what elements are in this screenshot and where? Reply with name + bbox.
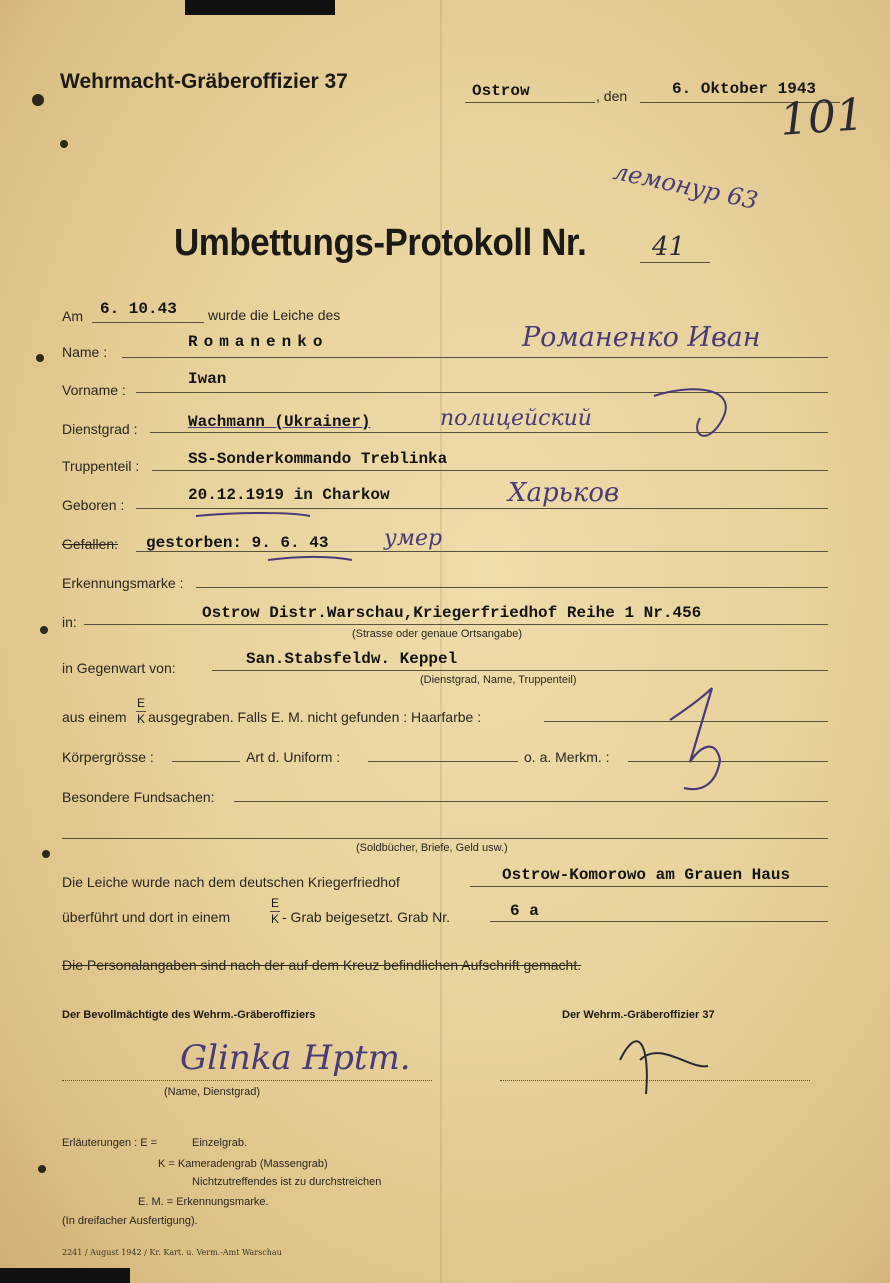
fundsachen-label: Besondere Fundsachen: bbox=[62, 789, 215, 805]
legend-copies: (In dreifacher Ausfertigung). bbox=[62, 1215, 198, 1227]
aus-label-rest: ausgegraben. Falls E. M. nicht gefunden : Haarfarbe : bbox=[148, 709, 482, 725]
fundsachen-caption: (Soldbücher, Briefe, Geld usw.) bbox=[356, 842, 508, 854]
fraction-k: K bbox=[136, 712, 145, 726]
footer-imprint: 2241 / August 1942 / Kr. Kart. u. Verm.-Amt Warschau bbox=[62, 1248, 282, 1257]
aus-label: aus einem bbox=[62, 709, 127, 725]
in-caption: (Strasse oder genaue Ortsangabe) bbox=[352, 628, 522, 640]
title-number: 41 bbox=[652, 232, 686, 262]
in-label: in: bbox=[62, 614, 77, 630]
merkm-label: o. a. Merkm. : bbox=[524, 749, 610, 765]
name-value: Romanenko bbox=[188, 333, 329, 351]
initials-stroke bbox=[654, 389, 726, 435]
fraction-e-2: E bbox=[270, 896, 279, 910]
am-suffix: wurde die Leiche des bbox=[208, 307, 341, 323]
annotation-number: 101 bbox=[778, 89, 866, 146]
dienstgrad-label: Dienstgrad : bbox=[62, 421, 138, 437]
geboren-label: Geboren : bbox=[62, 497, 125, 513]
underline-stroke bbox=[268, 557, 352, 560]
leiche-label: Die Leiche wurde nach dem deutschen Kriegerfriedhof bbox=[62, 874, 400, 890]
am-label: Am bbox=[62, 308, 83, 324]
grab-label: - Grab beigesetzt. Grab Nr. bbox=[282, 909, 451, 925]
gegenwart-label: in Gegenwart von: bbox=[62, 660, 176, 676]
gestorben-value: gestorben: 9. 6. 43 bbox=[146, 534, 329, 552]
right-signature-stroke bbox=[620, 1041, 708, 1094]
gestorben-handwritten: умер bbox=[384, 526, 443, 551]
legend-note: Nichtzutreffendes ist zu durchstreichen bbox=[192, 1176, 382, 1188]
am-date-value: 6. 10.43 bbox=[100, 300, 177, 318]
truppenteil-label: Truppenteil : bbox=[62, 458, 140, 474]
dienstgrad-handwritten: полицейский bbox=[440, 406, 592, 431]
friedhof-value: Ostrow-Komorowo am Grauen Haus bbox=[502, 866, 791, 884]
erkennungsmarke-label: Erkennungsmarke : bbox=[62, 575, 184, 591]
vorname-label: Vorname : bbox=[62, 382, 126, 398]
grab-value: 6 a bbox=[510, 902, 539, 920]
dienstgrad-value: Wachmann (Ukrainer) bbox=[188, 413, 371, 431]
vorname-value: Iwan bbox=[188, 370, 227, 388]
name-label: Name : bbox=[62, 344, 108, 360]
gegenwart-caption: (Dienstgrad, Name, Truppenteil) bbox=[420, 674, 577, 686]
truppenteil-value: SS-Sonderkommando Treblinka bbox=[188, 450, 448, 468]
legend-em: E. M. = Erkennungsmarke. bbox=[138, 1196, 269, 1208]
left-signature-title: Der Bevollmächtigte des Wehrm.-Gräberoffiziers bbox=[62, 1009, 316, 1021]
gegenwart-value: San.Stabsfeldw. Keppel bbox=[246, 650, 458, 668]
mark-stroke bbox=[670, 688, 720, 789]
legend-intro: Erläuterungen : E = bbox=[62, 1137, 158, 1149]
koerpergroesse-label: Körpergrösse : bbox=[62, 749, 154, 765]
gefallen-label-struck: Gefallen: bbox=[62, 536, 119, 552]
geboren-value: 20.12.1919 in Charkow bbox=[188, 486, 390, 504]
geboren-handwritten: Харьков bbox=[508, 478, 620, 508]
fraction-e: E bbox=[136, 696, 145, 710]
personalangaben-struck: Die Personalangaben sind nach der auf dem Kreuz befindlichen Aufschrift gemacht. bbox=[62, 957, 582, 973]
place-value: Ostrow bbox=[472, 82, 530, 100]
ueberfuehrt-label: überführt und dort in einem bbox=[62, 909, 231, 925]
annotation-note: лемонур 63 bbox=[610, 157, 761, 215]
uniform-label: Art d. Uniform : bbox=[246, 749, 341, 765]
left-signature-caption: (Name, Dienstgrad) bbox=[164, 1086, 260, 1098]
date-value: 6. Oktober 1943 bbox=[672, 80, 817, 98]
document-title: Umbettungs-Protokoll Nr. bbox=[174, 222, 587, 264]
left-signature: Glinka Hptm. bbox=[180, 1038, 411, 1078]
in-value: Ostrow Distr.Warschau,Kriegerfriedhof Reihe 1 Nr.456 bbox=[202, 604, 702, 622]
legend-e: Einzelgrab. bbox=[192, 1137, 248, 1149]
legend-k: K = Kameradengrab (Massengrab) bbox=[158, 1158, 328, 1170]
underline-stroke bbox=[196, 513, 310, 516]
right-signature-title: Der Wehrm.-Gräberoffizier 37 bbox=[562, 1009, 715, 1021]
den-label: , den bbox=[596, 88, 628, 104]
office-heading: Wehrmacht-Gräberoffizier 37 bbox=[60, 70, 348, 93]
name-handwritten: Романенко Иван bbox=[522, 322, 761, 353]
fraction-k-2: K bbox=[270, 912, 279, 926]
